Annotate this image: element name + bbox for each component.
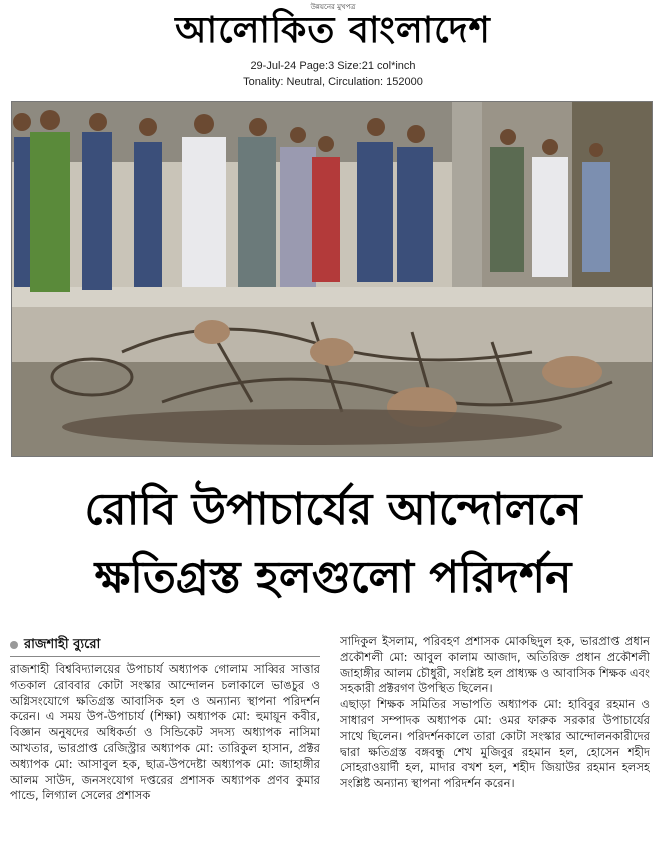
headline-line-1: রোবি উপাচার্যের আন্দোলনে xyxy=(84,484,582,535)
article-paragraph: রাজশাহী বিশ্ববিদ্যালয়ের উপাচার্য অধ্যাপক গোলাম সাব্বির সাত্তার গতকাল রোববার কোটা সংস্কার আন্দোলন চলাকালে ভাঙচুর ও অগ্নিসংযোগে ক্ষতিগ্রস্ত আবাসিক হল ও অন্যান্য স্থাপনা পরিদর্শন করেন। এ সময় উপ-উপাচার্য (শিক্ষা) অধ্যাপক মো: হুমায়ূন কবীর, বিজ্ঞান অনুষদের অধিকর্তা ও সিন্ডিকেট সদস্য অধ্যাপক নাসিমা আখতার, ভারপ্রাপ্ত রেজিস্ট্রার অধ্যাপক মো: তারিকুল হাসান, প্রক্টর অধ্যাপক মো: আসাবুল হক, ছাত্র-উপদেষ্টা অধ্যাপক মো: জাহাঙ্গীর আলম সাউদ, জনসংযোগ দপ্তরের প্রশাসক অধ্যাপক প্রণব কুমার পান্ডে, লিগ্যাল সেলের প্রশাসক xyxy=(10,662,320,803)
bullet-icon xyxy=(10,641,18,649)
clip-meta: Tonality: Neutral, Circulation: 152000 xyxy=(243,76,423,88)
article-paragraph: এছাড়া শিক্ষক সমিতির সভাপতি অধ্যাপক মো: হাবিবুর রহমান ও সাধারণ সম্পাদক অধ্যাপক মো: ওমর ফারুক সরকার উপাচার্যের সাথে ছিলেন। পরিদর্শনকালে তারা কোটা সংস্কার আন্দোলনকারীদের দ্বারা ক্ষতিগ্রস্ত বঙ্গবন্ধু শেখ মুজিবুর রহমান হল, হোসেন শহীদ সোহরাওয়ার্দী হল, মাদার বখশ হল, শহীদ জিয়াউর রহমান হলসহ সংশ্লিষ্ট অন্যান্য স্থাপনা পরিদর্শন করেন। xyxy=(340,697,650,791)
article-column-right xyxy=(340,634,650,856)
masthead xyxy=(0,0,666,100)
byline-text: রাজশাহী ব্যুরো xyxy=(24,637,101,652)
newspaper-logo: আলোকিত বাংলাদেশ xyxy=(175,9,491,51)
news-photo-icon xyxy=(12,102,652,456)
byline xyxy=(10,635,100,656)
article-paragraph: সাদিকুল ইসলাম, পরিবহণ প্রশাসক মোকছিদুল হক, ভারপ্রাপ্ত প্রধান প্রকৌশলী মো: আবুল কালাম আজাদ, অতিরিক্ত প্রধান প্রকৌশলী জাহাঙ্গীর আলম চৌধুরী, সংশ্লিষ্ট হল প্রাধ্যক্ষ ও আবাসিক শিক্ষক এবং সহকারী প্রক্টরগণ উপস্থিত ছিলেন। xyxy=(340,634,650,696)
clip-info: 29-Jul-24 Page:3 Size:21 col*inch xyxy=(250,60,416,72)
article-column-left xyxy=(10,662,320,857)
news-photo xyxy=(11,101,653,457)
headline-line-2: ক্ষতিগ্রস্ত হলগুলো পরিদর্শন xyxy=(94,552,572,603)
byline-divider xyxy=(10,656,320,657)
masthead-tagline: উন্নয়নের মুখপত্র xyxy=(310,3,356,11)
